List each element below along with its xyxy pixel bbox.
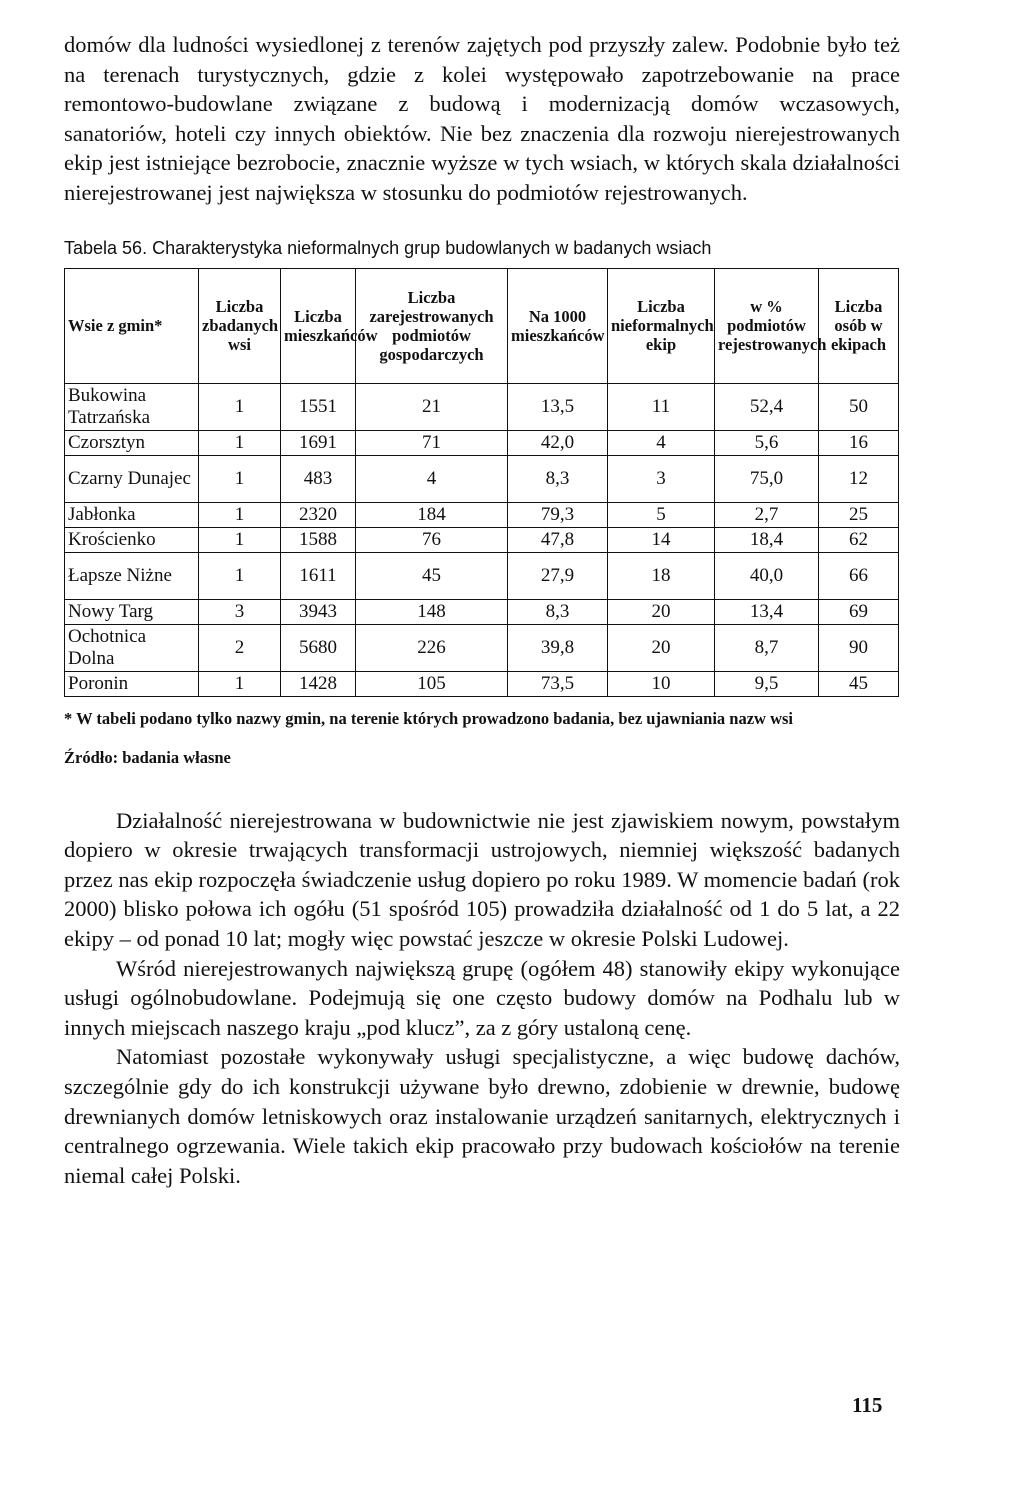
cell-proc: 18,4: [715, 527, 819, 552]
cell-osob: 90: [819, 624, 899, 671]
table-row: [65, 552, 899, 599]
cell-ekip: 20: [608, 624, 715, 671]
footnote-text: * W tabeli podano tylko nazwy gmin, na terenie których prowadzono badania, bez ujawniania nazw wsi: [64, 708, 793, 728]
cell-na1000: 73,5: [508, 671, 608, 696]
cell-wsi: 1: [199, 671, 281, 696]
header-wsie: Wsie z gmin*: [65, 268, 199, 383]
cell-osob: 45: [819, 671, 899, 696]
cell-mieszk: 3943: [281, 599, 356, 624]
table-header-row: [65, 268, 899, 383]
cell-na1000: 39,8: [508, 624, 608, 671]
cell-name: Jabłonka: [65, 502, 199, 527]
cell-na1000: 13,5: [508, 383, 608, 430]
table-caption: Tabela 56. Charakterystyka nieformalnych grup budowlanych w badanych wsiach: [64, 237, 712, 258]
cell-osob: 62: [819, 527, 899, 552]
cell-zarej: 226: [356, 624, 508, 671]
cell-name: Krościenko: [65, 527, 199, 552]
cell-proc: 2,7: [715, 502, 819, 527]
cell-mieszk: 5680: [281, 624, 356, 671]
cell-zarej: 71: [356, 430, 508, 455]
table-row: [65, 383, 899, 430]
cell-na1000: 27,9: [508, 552, 608, 599]
cell-name: Czarny Dunajec: [65, 455, 199, 502]
cell-name: Poronin: [65, 671, 199, 696]
header-osob: Liczba osób w ekipach: [819, 268, 899, 383]
cell-mieszk: 1611: [281, 552, 356, 599]
cell-mieszk: 1691: [281, 430, 356, 455]
cell-na1000: 42,0: [508, 430, 608, 455]
cell-ekip: 10: [608, 671, 715, 696]
table-row: [65, 599, 899, 624]
cell-zarej: 45: [356, 552, 508, 599]
cell-zarej: 4: [356, 455, 508, 502]
cell-ekip: 11: [608, 383, 715, 430]
cell-na1000: 8,3: [508, 455, 608, 502]
cell-wsi: 1: [199, 527, 281, 552]
data-table: [64, 268, 899, 697]
cell-zarej: 76: [356, 527, 508, 552]
cell-wsi: 1: [199, 552, 281, 599]
cell-osob: 50: [819, 383, 899, 430]
cell-zarej: 184: [356, 502, 508, 527]
cell-zarej: 105: [356, 671, 508, 696]
paragraph-history: Działalność nierejestrowana w budownictwie nie jest zjawiskiem nowym, powstałym dopiero w okresie trwających transformacji ustrojowych, niemniej większość badanych przez nas ekip rozpoczęła świadczenie usług dopiero po roku 1989. W momencie badań (rok 2000) blisko połowa ich ogółu (51 spośród 105) prowadziła działalność od 1 do 5 lat, a 22 ekipy – od ponad 10 lat; mogły więc powstać jeszcze w okresie Polski Ludowej.: [64, 807, 900, 951]
cell-ekip: 5: [608, 502, 715, 527]
cell-osob: 25: [819, 502, 899, 527]
paragraph-general-construction: Wśród nierejestrowanych największą grupę (ogółem 48) stanowiły ekipy wykonujące usługi ogólnobudowlane. Podejmują się one często budowy domów na Podhalu lub w innych miejscach naszego kraju „pod klucz”, za z góry ustaloną cenę.: [64, 955, 900, 1040]
cell-proc: 40,0: [715, 552, 819, 599]
cell-na1000: 79,3: [508, 502, 608, 527]
cell-proc: 9,5: [715, 671, 819, 696]
cell-name: Czorsztyn: [65, 430, 199, 455]
cell-osob: 12: [819, 455, 899, 502]
page-number: 115: [852, 1393, 883, 1417]
header-procent: w % podmiotów rejestrowanych: [715, 268, 819, 383]
paragraph-specialist-services: Natomiast pozostałe wykonywały usługi specjalistyczne, a więc budowę dachów, szczególnie gdy do ich konstrukcji używane było drewno, zdobienie w drewnie, budowę drewnianych domów letniskowych oraz instalowanie urządzeń sanitarnych, elektrycznych i centralnego ogrzewania. Wiele takich ekip pracowało przy budowach kościołów na terenie niemal całej Polski.: [64, 1044, 900, 1188]
cell-wsi: 1: [199, 383, 281, 430]
cell-osob: 66: [819, 552, 899, 599]
cell-name: Nowy Targ: [65, 599, 199, 624]
cell-name: Ochotnica Dolna: [65, 624, 199, 671]
table-source: Źródło: badania własne: [64, 747, 231, 767]
table-row: [65, 430, 899, 455]
cell-name: Łapsze Niżne: [65, 552, 199, 599]
cell-mieszk: 1588: [281, 527, 356, 552]
body-section: [64, 806, 900, 1191]
cell-ekip: 18: [608, 552, 715, 599]
cell-wsi: 3: [199, 599, 281, 624]
cell-wsi: 2: [199, 624, 281, 671]
cell-na1000: 8,3: [508, 599, 608, 624]
cell-mieszk: 2320: [281, 502, 356, 527]
cell-mieszk: 483: [281, 455, 356, 502]
paragraph-intro: domów dla ludności wysiedlonej z terenów zajętych pod przyszły zalew. Podobnie było też na terenach turystycznych, gdzie z kolei występowało zapotrzebowanie na prace remontowo-budowlane związane z budową i modernizacją domów wczasowych, sanatoriów, hoteli czy innych obiektów. Nie bez znaczenia dla rozwoju nierejestrowanych ekip jest istniejące bezrobocie, znacznie wyższe w tych wsiach, w których skala działalności nierejestrowanej jest największa w stosunku do podmiotów rejestrowanych.: [64, 32, 900, 205]
cell-na1000: 47,8: [508, 527, 608, 552]
cell-name: Bukowina Tatrzańska: [65, 383, 199, 430]
cell-osob: 16: [819, 430, 899, 455]
cell-zarej: 148: [356, 599, 508, 624]
cell-mieszk: 1428: [281, 671, 356, 696]
table-footnote: [64, 707, 900, 730]
header-zarejestrowanych: Liczba zarejestrowanych podmiotów gospodarczych: [356, 268, 508, 383]
cell-ekip: 4: [608, 430, 715, 455]
table-row: [65, 502, 899, 527]
cell-proc: 13,4: [715, 599, 819, 624]
cell-osob: 69: [819, 599, 899, 624]
table-row: [65, 671, 899, 696]
cell-wsi: 1: [199, 502, 281, 527]
table-row: [65, 527, 899, 552]
header-nieformalnych-ekip: Liczba nieformalnych ekip: [608, 268, 715, 383]
table-row: [65, 624, 899, 671]
table-row: [65, 455, 899, 502]
cell-ekip: 20: [608, 599, 715, 624]
cell-mieszk: 1551: [281, 383, 356, 430]
cell-proc: 52,4: [715, 383, 819, 430]
cell-ekip: 3: [608, 455, 715, 502]
header-mieszkancow: Liczba mieszkańców: [281, 268, 356, 383]
cell-proc: 8,7: [715, 624, 819, 671]
header-na-1000: Na 1000 mieszkańców: [508, 268, 608, 383]
header-zbadanych-wsi: Liczba zbadanych wsi: [199, 268, 281, 383]
cell-proc: 5,6: [715, 430, 819, 455]
document-page: [64, 30, 900, 1190]
cell-wsi: 1: [199, 455, 281, 502]
cell-wsi: 1: [199, 430, 281, 455]
cell-ekip: 14: [608, 527, 715, 552]
cell-proc: 75,0: [715, 455, 819, 502]
cell-zarej: 21: [356, 383, 508, 430]
